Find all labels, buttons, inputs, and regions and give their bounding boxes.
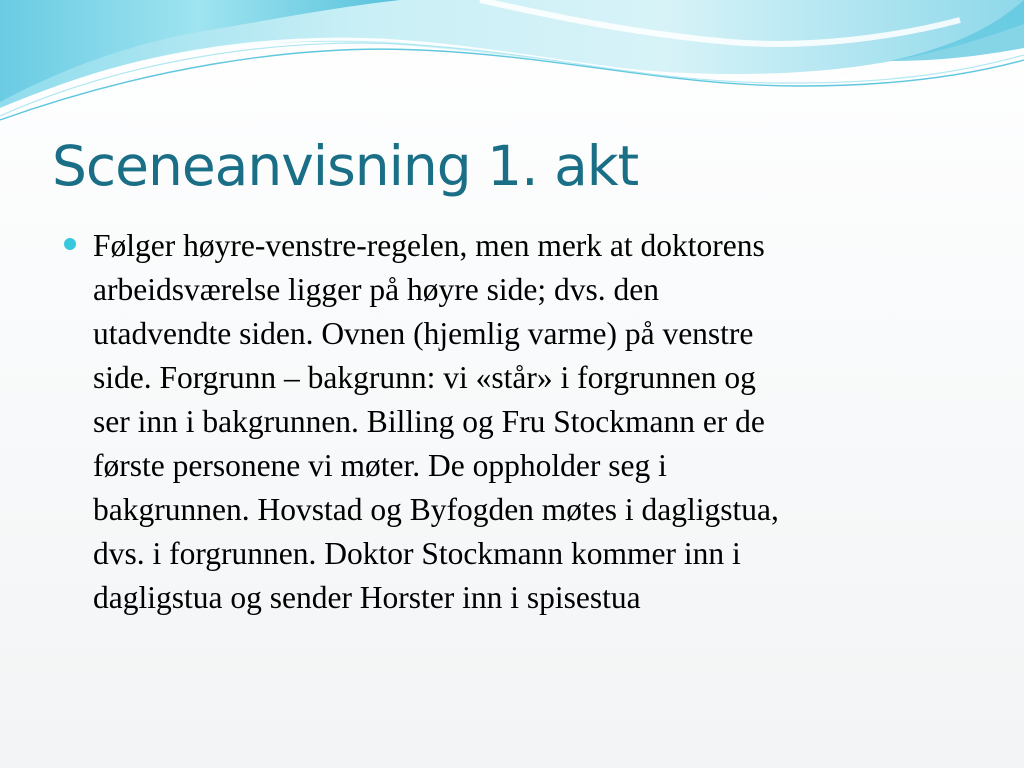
header-wave-decoration (0, 0, 1024, 140)
bullet-dot-icon (64, 238, 76, 250)
bullet-line-6: første personene vi møter. De oppholder seg i (93, 448, 667, 483)
slide-content (64, 224, 964, 620)
bullet-line-2: arbeidsværelse ligger på høyre side; dvs. den (93, 272, 659, 307)
bullet-text (93, 224, 964, 620)
bullet-line-9: dagligstua og sender Horster inn i spisestua (93, 580, 641, 615)
bullet-item (64, 224, 964, 620)
bullet-line-3: utadvendte siden. Ovnen (hjemlig varme) på venstre (93, 316, 754, 351)
bullet-line-7: bakgrunnen. Hovstad og Byfogden møtes i dagligstua, (93, 492, 779, 527)
bullet-line-5: ser inn i bakgrunnen. Billing og Fru Stockmann er de (93, 404, 765, 439)
bullet-line-1: Følger høyre-venstre-regelen, men merk at doktorens (93, 228, 765, 263)
bullet-line-4: side. Forgrunn – bakgrunn: vi «står» i forgrunnen og (93, 360, 756, 395)
bullet-line-8: dvs. i forgrunnen. Doktor Stockmann kommer inn i (93, 536, 741, 571)
slide-title: Sceneanvisning 1. akt (52, 134, 639, 198)
